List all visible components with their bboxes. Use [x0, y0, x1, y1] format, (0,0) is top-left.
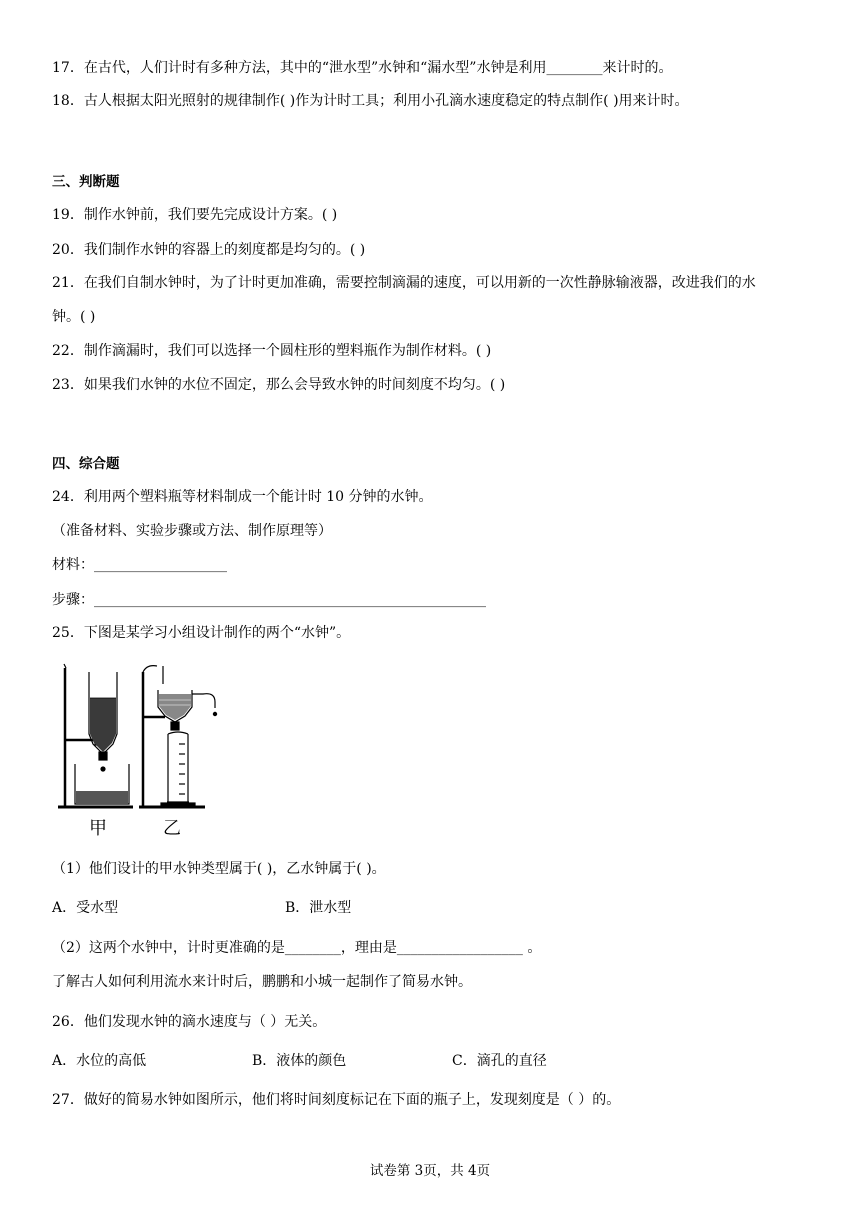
- question-25-part2: （2）这两个水钟中，计时更准确的是________，理由是__________________ 。: [52, 940, 542, 956]
- section-heading-comprehensive: 四、综合题: [52, 456, 120, 472]
- question-24-note: （准备材料、实验步骤或方法、制作原理等）: [52, 523, 332, 539]
- option-26-b: B．液体的颜色: [252, 1053, 347, 1069]
- question-21-line1: 21．在我们自制水钟时，为了计时更加准确，需要控制滴漏的速度，可以用新的一次性静脉输液器，改进我们的水: [52, 275, 756, 291]
- option-25-a: A．受水型: [52, 900, 119, 916]
- question-25-part1: （1）他们设计的甲水钟类型属于( )，乙水钟属于( )。: [52, 861, 386, 877]
- option-25-b: B．泄水型: [285, 900, 352, 916]
- water-clock-figure: [55, 662, 240, 840]
- question-19: 19．制作水钟前，我们要先完成设计方案。( ): [52, 207, 338, 223]
- question-26-intro: 了解古人如何利用流水来计时后，鹏鹏和小城一起制作了简易水钟。: [52, 974, 472, 990]
- question-21-line2: 钟。( ): [52, 309, 96, 325]
- question-17: 17．在古代，人们计时有多种方法，其中的“泄水型”水钟和“漏水型”水钟是利用________来计时的。: [52, 60, 673, 76]
- figure-label-jia: 甲: [89, 818, 107, 839]
- water-clock-yi: [139, 666, 217, 807]
- page-footer: 试卷第 3页，共 4页: [369, 1163, 491, 1179]
- question-24: 24．利用两个塑料瓶等材料制成一个能计时 10 分钟的水钟。: [52, 489, 433, 505]
- question-27: 27．做好的简易水钟如图所示，他们将时间刻度标记在下面的瓶子上，发现刻度是（ ）的。: [52, 1092, 621, 1108]
- question-26: 26．他们发现水钟的滴水速度与（ ）无关。: [52, 1014, 327, 1030]
- question-24-steps: 步骤：________________________________________________________: [52, 592, 486, 608]
- question-22: 22．制作滴漏时，我们可以选择一个圆柱形的塑料瓶作为制作材料。( ): [52, 343, 492, 359]
- option-26-a: A．水位的高低: [52, 1053, 147, 1069]
- question-18: 18．古人根据太阳光照射的规律制作( )作为计时工具；利用小孔滴水速度稳定的特点制作( )用来计时。: [52, 93, 689, 109]
- question-20: 20．我们制作水钟的容器上的刻度都是均匀的。( ): [52, 242, 366, 258]
- question-23: 23．如果我们水钟的水位不固定，那么会导致水钟的时间刻度不均匀。( ): [52, 377, 506, 393]
- water-clock-jia: [58, 664, 133, 807]
- question-25: 25．下图是某学习小组设计制作的两个“水钟”。: [52, 625, 351, 641]
- figure-label-yi: 乙: [163, 818, 181, 839]
- section-heading-judgment: 三、判断题: [52, 174, 120, 190]
- question-24-materials: 材料：___________________: [52, 557, 227, 573]
- option-26-c: C．滴孔的直径: [452, 1053, 547, 1069]
